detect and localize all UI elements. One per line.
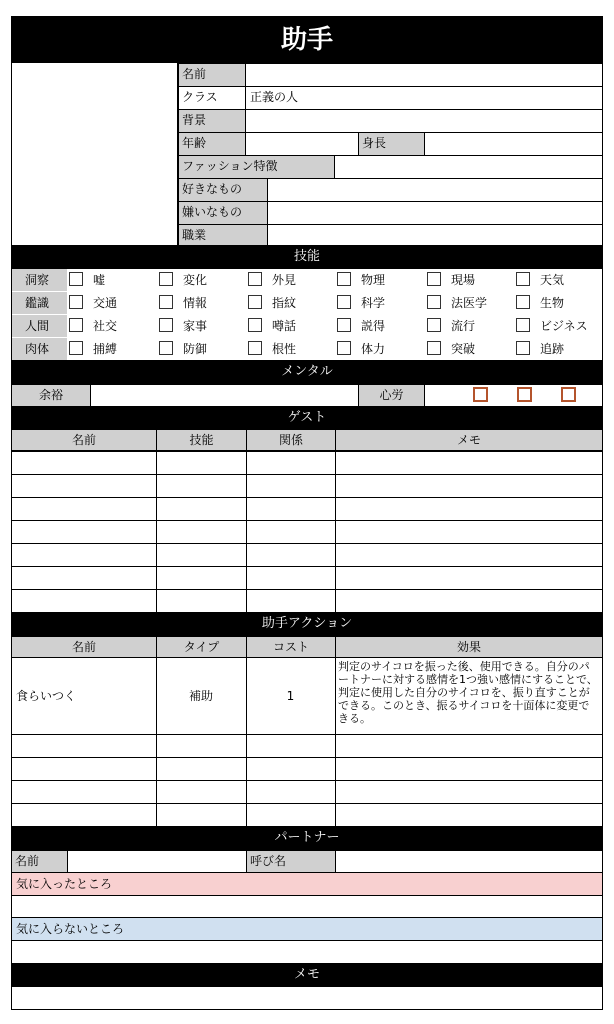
memo-field[interactable] xyxy=(12,987,602,1009)
partner-dislike-label: 気に入らないところ xyxy=(12,917,602,940)
fashion-label: ファッション特徴 xyxy=(178,155,334,178)
skill-checkbox[interactable] xyxy=(69,295,83,309)
skill-label: 情報 xyxy=(183,296,208,310)
action-row-type[interactable]: 補助 xyxy=(188,689,213,703)
actions-header: 助手アクション xyxy=(12,612,602,636)
guest-row-divider xyxy=(12,474,602,475)
skill-checkbox[interactable] xyxy=(248,318,262,332)
partner-name-field[interactable] xyxy=(67,850,246,872)
skill-checkbox[interactable] xyxy=(337,272,351,286)
guest-col-memo: メモ xyxy=(335,429,602,451)
skill-checkbox[interactable] xyxy=(427,318,441,332)
action-row-cost[interactable]: 1 xyxy=(286,689,295,703)
action-col-divider xyxy=(246,658,247,734)
skill-label: 変化 xyxy=(183,273,208,287)
skill-label: 現場 xyxy=(451,273,476,287)
action-col-divider xyxy=(156,734,157,826)
height-field[interactable] xyxy=(424,132,602,155)
action-col-divider xyxy=(335,734,336,826)
skill-checkbox[interactable] xyxy=(516,341,530,355)
partner-name-label: 名前 xyxy=(12,850,67,872)
action-row-divider xyxy=(12,803,602,804)
action-row-divider xyxy=(12,780,602,781)
dislikes-label: 嫌いなもの xyxy=(178,201,267,224)
skill-checkbox[interactable] xyxy=(248,341,262,355)
dislikes-field[interactable] xyxy=(267,201,602,224)
class-label: クラス xyxy=(178,86,245,109)
guest-row-divider xyxy=(12,589,602,590)
guest-row-divider xyxy=(12,497,602,498)
skill-label: 指紋 xyxy=(272,296,297,310)
partner-alias-field[interactable] xyxy=(335,850,602,872)
skill-checkbox[interactable] xyxy=(69,341,83,355)
guest-col-skill: 技能 xyxy=(156,429,246,451)
action-col-effect: 効果 xyxy=(335,636,602,658)
guest-row-divider xyxy=(12,451,602,452)
skill-checkbox[interactable] xyxy=(427,295,441,309)
action-col-divider xyxy=(335,658,336,734)
skill-checkbox[interactable] xyxy=(516,295,530,309)
skill-label: 生物 xyxy=(540,296,565,310)
skill-checkbox[interactable] xyxy=(248,295,262,309)
shinro-label: 心労 xyxy=(358,384,424,406)
likes-label: 好きなもの xyxy=(178,178,267,201)
skill-label: 嘘 xyxy=(93,273,106,287)
job-field[interactable] xyxy=(267,224,602,245)
skill-label: 追跡 xyxy=(540,342,565,356)
skill-category: 肉体 xyxy=(12,338,67,360)
skill-checkbox[interactable] xyxy=(69,272,83,286)
skill-label: 科学 xyxy=(361,296,386,310)
skill-category: 鑑識 xyxy=(12,292,67,314)
shinro-checkbox-2[interactable] xyxy=(517,387,532,402)
action-col-divider xyxy=(156,658,157,734)
partner-alias-label: 呼び名 xyxy=(246,850,335,872)
skill-checkbox[interactable] xyxy=(159,272,173,286)
skill-checkbox[interactable] xyxy=(337,295,351,309)
name-field[interactable] xyxy=(245,63,602,86)
skill-label: 捕縛 xyxy=(93,342,118,356)
skills-grid xyxy=(12,269,602,360)
portrait-area[interactable] xyxy=(12,63,178,245)
skill-label: 法医学 xyxy=(451,296,488,310)
skill-label: ビジネス xyxy=(540,319,588,333)
background-field[interactable] xyxy=(245,109,602,132)
action-col-cost: コスト xyxy=(246,636,335,658)
skill-checkbox[interactable] xyxy=(159,341,173,355)
age-label: 年齢 xyxy=(178,132,245,155)
skill-checkbox[interactable] xyxy=(427,341,441,355)
guest-col-relation: 関係 xyxy=(246,429,335,451)
partner-header: パートナー xyxy=(12,826,602,850)
memo-header: メモ xyxy=(12,963,602,987)
guest-header: ゲスト xyxy=(12,406,602,429)
skill-checkbox[interactable] xyxy=(337,318,351,332)
skill-label: 根性 xyxy=(272,342,297,356)
actions-table-body[interactable] xyxy=(12,734,602,826)
sheet-title: 助手 xyxy=(12,17,602,63)
partner-like-field[interactable] xyxy=(12,895,602,917)
age-field[interactable] xyxy=(245,132,358,155)
guest-col-divider xyxy=(246,451,247,612)
skill-label: 家事 xyxy=(183,319,208,333)
shinro-checkbox-1[interactable] xyxy=(473,387,488,402)
skill-checkbox[interactable] xyxy=(427,272,441,286)
guest-row-divider xyxy=(12,520,602,521)
action-row-divider xyxy=(12,757,602,758)
skill-category: 洞察 xyxy=(12,269,67,291)
skill-label: 突破 xyxy=(451,342,476,356)
skill-checkbox[interactable] xyxy=(516,272,530,286)
height-label: 身長 xyxy=(358,132,424,155)
skill-label: 社交 xyxy=(93,319,118,333)
action-row-effect[interactable]: 判定のサイコロを振った後、使用できる。自分のパートナーに対する感情を1つ強い感情にすることで、判定に使用した自分のサイコロを、振り直すことができる。このとき、振るサイコロを十面体に変更できる。 xyxy=(338,660,598,725)
background-label: 背景 xyxy=(178,109,245,132)
name-label: 名前 xyxy=(178,63,245,86)
skill-label: 説得 xyxy=(361,319,386,333)
character-sheet xyxy=(11,16,603,1010)
skill-checkbox[interactable] xyxy=(516,318,530,332)
action-col-divider xyxy=(246,734,247,826)
skill-label: 防御 xyxy=(183,342,208,356)
skill-label: 物理 xyxy=(361,273,386,287)
skill-checkbox[interactable] xyxy=(159,318,173,332)
skill-checkbox[interactable] xyxy=(248,272,262,286)
skill-label: 交通 xyxy=(93,296,118,310)
skill-label: 天気 xyxy=(540,273,565,287)
job-label: 職業 xyxy=(178,224,267,245)
skills-header: 技能 xyxy=(12,245,602,269)
skill-category: 人間 xyxy=(12,315,67,337)
action-row-name[interactable]: 食らいつく xyxy=(16,689,77,703)
fashion-field[interactable] xyxy=(334,155,602,178)
partner-dislike-field[interactable] xyxy=(12,940,602,963)
shinro-checkbox-3[interactable] xyxy=(561,387,576,402)
skill-label: 外見 xyxy=(272,273,297,287)
yoyu-label: 余裕 xyxy=(12,384,90,406)
skill-checkbox[interactable] xyxy=(337,341,351,355)
likes-field[interactable] xyxy=(267,178,602,201)
guest-col-divider xyxy=(335,451,336,612)
yoyu-field[interactable] xyxy=(90,384,358,406)
guest-row-divider xyxy=(12,566,602,567)
skill-checkbox[interactable] xyxy=(69,318,83,332)
action-col-type: タイプ xyxy=(156,636,246,658)
class-field[interactable]: 正義の人 xyxy=(245,86,602,109)
skill-label: 流行 xyxy=(451,319,476,333)
guest-col-divider xyxy=(156,451,157,612)
skill-checkbox[interactable] xyxy=(159,295,173,309)
guest-row-divider xyxy=(12,543,602,544)
action-col-name: 名前 xyxy=(12,636,156,658)
guest-table-body[interactable] xyxy=(12,451,602,612)
partner-like-label: 気に入ったところ xyxy=(12,872,602,895)
action-row-divider xyxy=(12,734,602,735)
skill-label: 体力 xyxy=(361,342,386,356)
mental-header: メンタル xyxy=(12,360,602,384)
guest-col-name: 名前 xyxy=(12,429,156,451)
skill-label: 噂話 xyxy=(272,319,297,333)
